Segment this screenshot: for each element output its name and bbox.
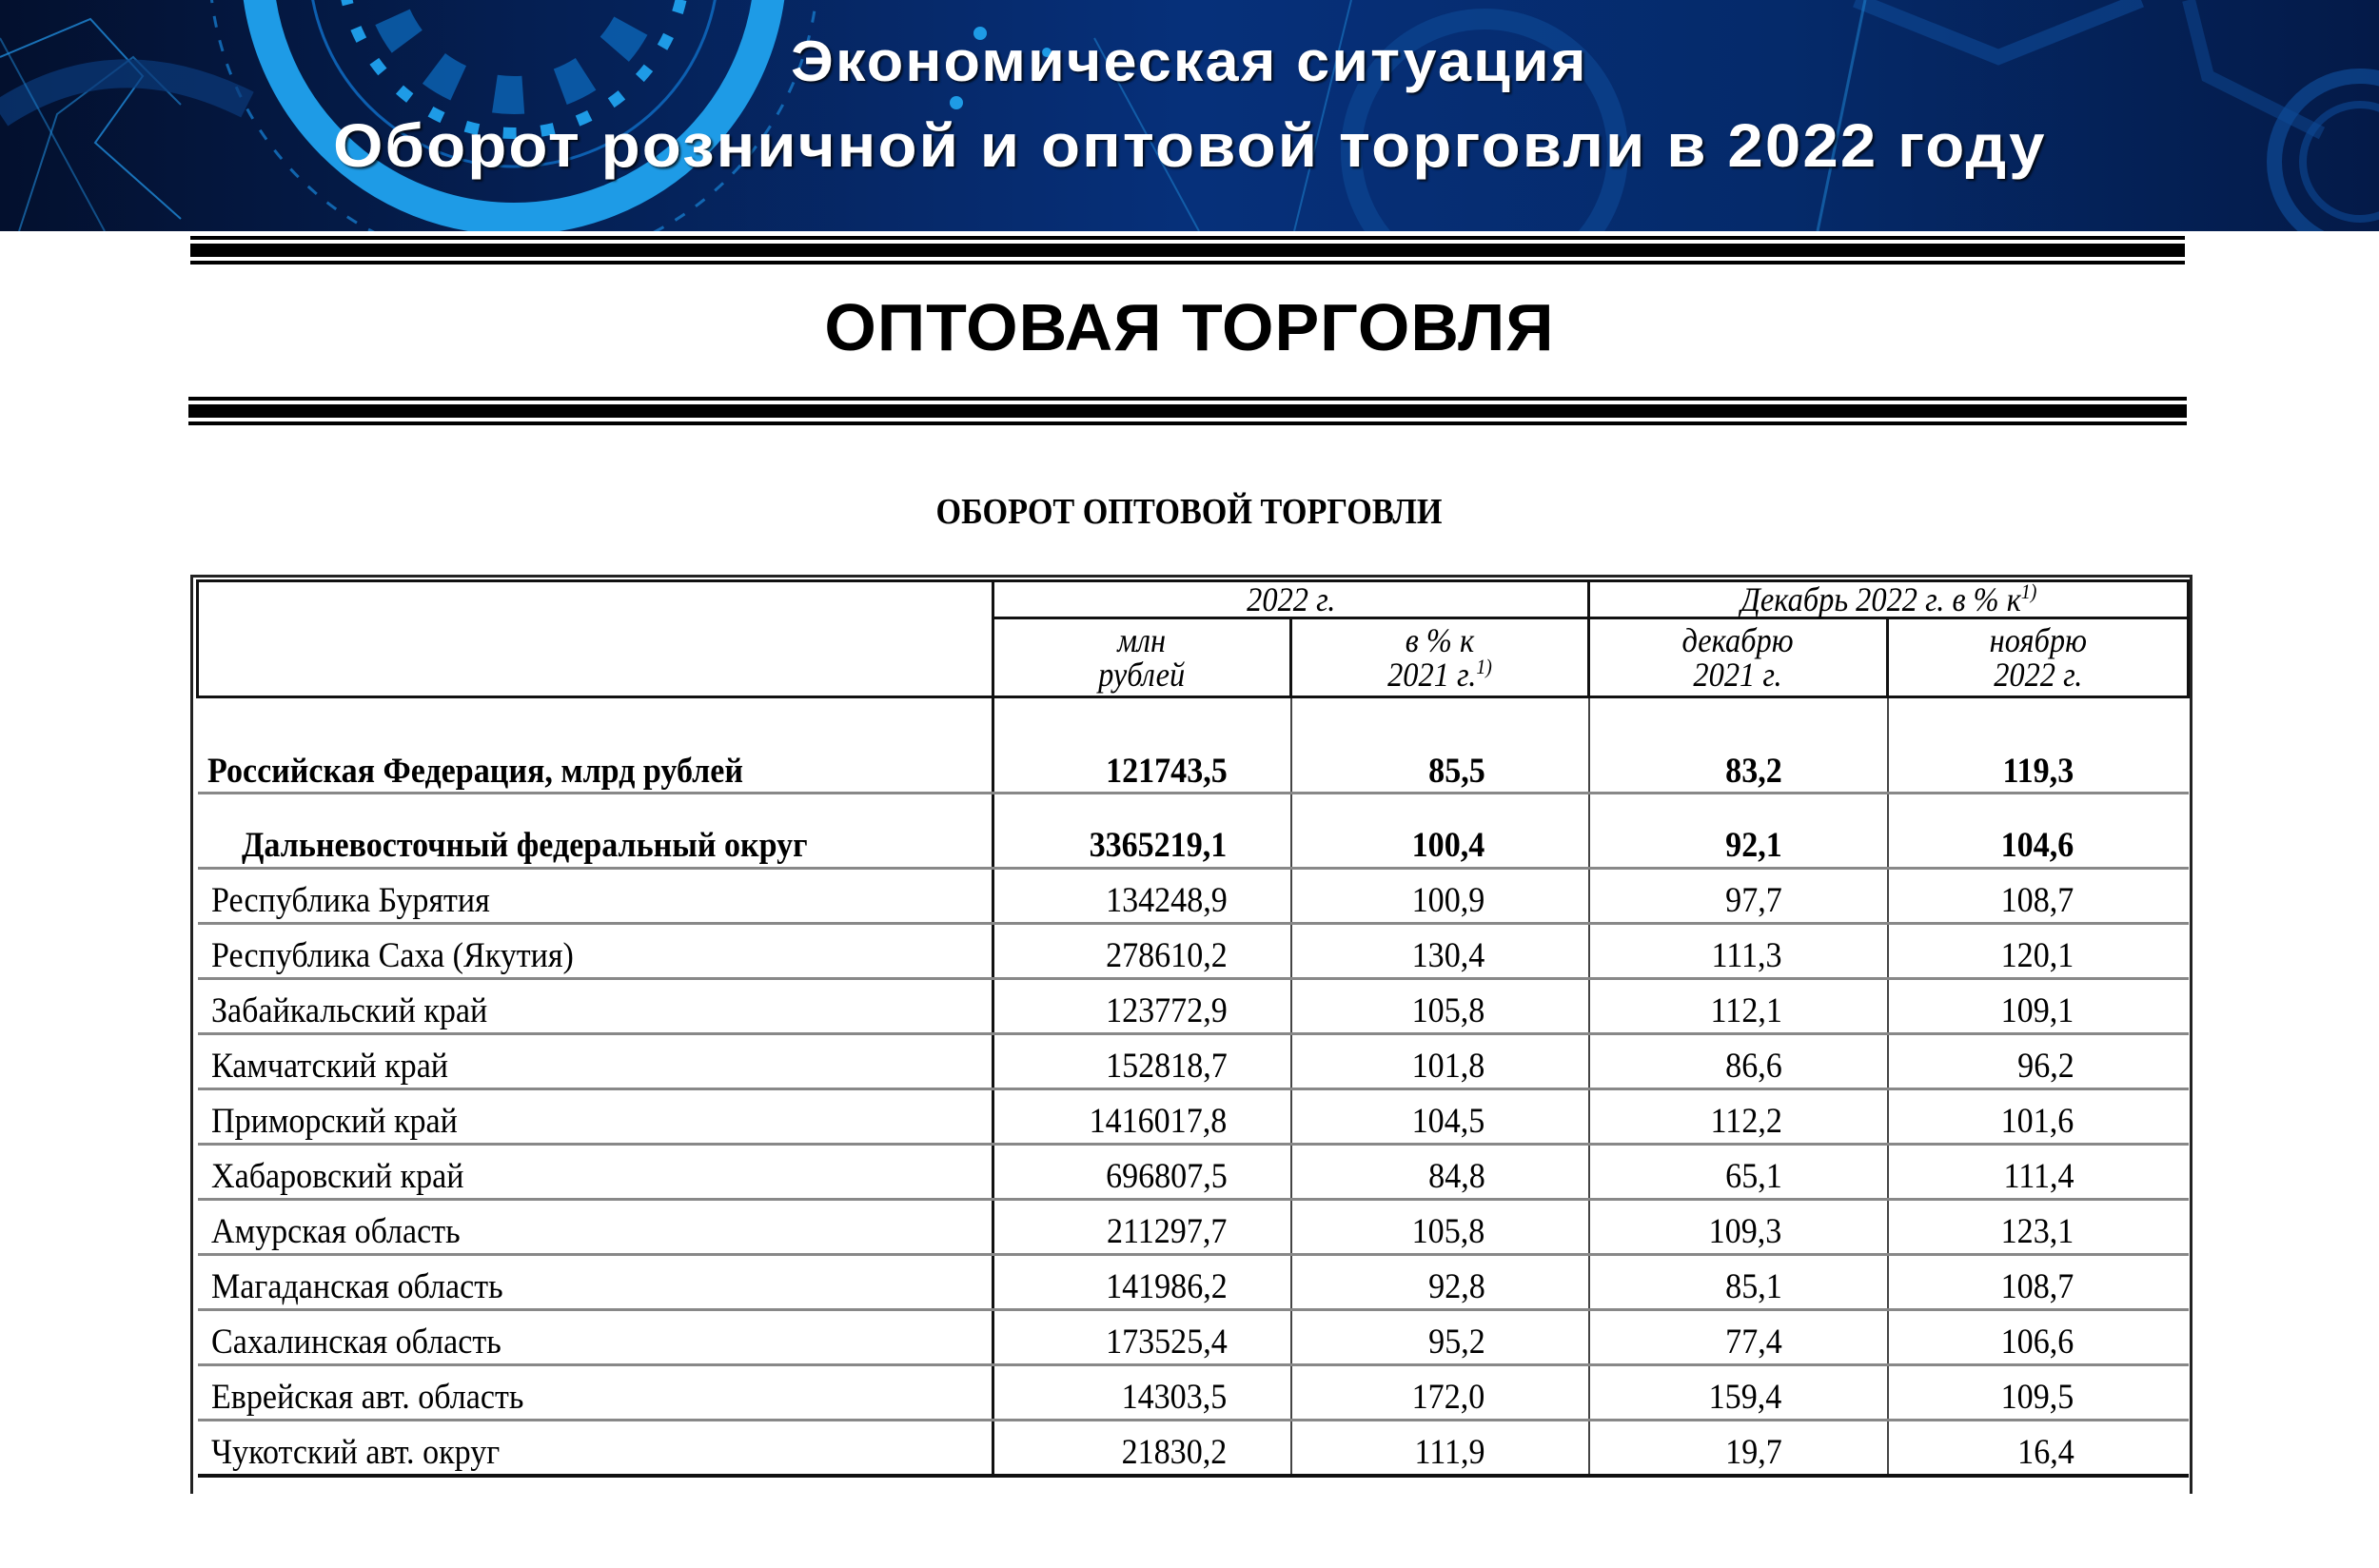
region-name: Дальневосточный федеральный округ xyxy=(241,826,808,865)
table-row xyxy=(198,1200,2189,1255)
header-banner xyxy=(0,0,2379,231)
pct-2021: 172,0 xyxy=(1411,1378,1485,1417)
table-row xyxy=(198,1145,2189,1200)
table-title-text: ОБОРОТ ОПТОВОЙ ТОРГОВЛИ xyxy=(936,492,1443,532)
footnote-marker: 1) xyxy=(1476,655,1492,678)
header-group-december-label: Декабрь 2022 г. в % к xyxy=(1740,580,2021,618)
header-mln-rub xyxy=(993,618,1291,697)
value-mln-rub-cell xyxy=(993,1089,1291,1145)
pct-dec-2021: 159,4 xyxy=(1708,1378,1782,1417)
value-mln-rub: 134248,9 xyxy=(1105,881,1228,920)
pct-2021-cell xyxy=(1291,1255,1589,1310)
region-name: Приморский край xyxy=(210,1102,458,1141)
pct-2021-cell xyxy=(1291,794,1589,869)
pct-2021-cell xyxy=(1291,1310,1589,1365)
table-body xyxy=(198,697,2189,1477)
pct-2021-cell xyxy=(1291,869,1589,924)
pct-dec-2021: 65,1 xyxy=(1724,1157,1782,1196)
value-mln-rub: 278610,2 xyxy=(1105,936,1228,975)
value-mln-rub: 152818,7 xyxy=(1105,1047,1228,1086)
pct-2021: 95,2 xyxy=(1427,1323,1485,1362)
pct-nov-2022-cell xyxy=(1888,1200,2189,1255)
header-pct-2021 xyxy=(1291,618,1589,697)
pct-dec-2021: 86,6 xyxy=(1724,1047,1782,1086)
pct-dec-2021: 112,2 xyxy=(1710,1102,1782,1141)
wholesale-turnover-table xyxy=(196,579,2190,1478)
value-mln-rub-cell xyxy=(993,697,1291,794)
pct-dec-2021: 83,2 xyxy=(1724,752,1782,791)
region-name-cell xyxy=(198,1421,993,1477)
pct-2021: 100,4 xyxy=(1411,826,1485,865)
region-name-cell xyxy=(198,979,993,1034)
pct-2021: 85,5 xyxy=(1427,752,1485,791)
banner-title-line1 xyxy=(0,29,2379,94)
header-dec-2021 xyxy=(1589,618,1888,697)
region-name: Республика Бурятия xyxy=(210,881,490,920)
pct-nov-2022-cell xyxy=(1888,1365,2189,1421)
value-mln-rub-cell xyxy=(993,1034,1291,1089)
value-mln-rub-cell xyxy=(993,869,1291,924)
region-name: Магаданская область xyxy=(210,1267,503,1306)
pct-2021: 92,8 xyxy=(1427,1267,1485,1306)
pct-nov-2022-cell xyxy=(1888,794,2189,869)
table-row xyxy=(198,697,2189,794)
pct-2021: 104,5 xyxy=(1411,1102,1485,1141)
header-nov-2022 xyxy=(1888,618,2189,697)
region-name-cell xyxy=(198,1089,993,1145)
pct-dec-2021-cell xyxy=(1589,1089,1888,1145)
table-row xyxy=(198,1089,2189,1145)
pct-nov-2022-cell xyxy=(1888,1310,2189,1365)
region-name: Камчатский край xyxy=(210,1047,448,1086)
pct-nov-2022-cell xyxy=(1888,979,2189,1034)
pct-2021-cell xyxy=(1291,924,1589,979)
value-mln-rub-cell xyxy=(993,1421,1291,1477)
value-mln-rub: 14303,5 xyxy=(1121,1378,1228,1417)
pct-nov-2022: 119,3 xyxy=(2002,752,2074,791)
header-dec-2021-line1: декабрю xyxy=(1681,621,1795,659)
value-mln-rub-cell xyxy=(993,924,1291,979)
header-pct-2021-line2: 2021 г. xyxy=(1387,656,1477,694)
pct-dec-2021: 112,1 xyxy=(1710,991,1782,1030)
pct-dec-2021-cell xyxy=(1589,1365,1888,1421)
pct-nov-2022: 111,4 xyxy=(2003,1157,2074,1196)
pct-dec-2021-cell xyxy=(1589,1255,1888,1310)
header-nov-2022-line1: ноябрю xyxy=(1989,621,2087,659)
pct-nov-2022: 123,1 xyxy=(2000,1212,2074,1251)
region-name: Российская Федерация, млрд рублей xyxy=(206,752,743,791)
pct-2021-cell xyxy=(1291,1145,1589,1200)
pct-2021-cell xyxy=(1291,979,1589,1034)
pct-2021: 105,8 xyxy=(1411,1212,1485,1251)
pct-dec-2021-cell xyxy=(1589,979,1888,1034)
header-group-year-label: 2022 г. xyxy=(1246,580,1336,618)
pct-dec-2021-cell xyxy=(1589,1200,1888,1255)
pct-dec-2021: 97,7 xyxy=(1724,881,1782,920)
banner-title-line2 xyxy=(0,110,2379,181)
footnote-marker: 1) xyxy=(2020,579,2037,603)
table-row xyxy=(198,1310,2189,1365)
pct-nov-2022-cell xyxy=(1888,697,2189,794)
table-row xyxy=(198,1421,2189,1477)
pct-2021-cell xyxy=(1291,1200,1589,1255)
pct-2021: 111,9 xyxy=(1414,1433,1485,1472)
section-heading: ОПТОВАЯ ТОРГОВЛЯ xyxy=(824,290,1555,364)
pct-nov-2022: 106,6 xyxy=(2000,1323,2074,1362)
table-row xyxy=(198,869,2189,924)
table-row xyxy=(198,1255,2189,1310)
header-pct-2021-line1: в % к xyxy=(1405,621,1475,659)
table-row xyxy=(198,794,2189,869)
region-name: Амурская область xyxy=(210,1212,461,1251)
region-name-cell xyxy=(198,1200,993,1255)
value-mln-rub-cell xyxy=(993,1255,1291,1310)
region-name: Республика Саха (Якутия) xyxy=(210,936,574,975)
pct-dec-2021: 109,3 xyxy=(1708,1212,1782,1251)
pct-nov-2022-cell xyxy=(1888,1255,2189,1310)
pct-dec-2021-cell xyxy=(1589,697,1888,794)
pct-dec-2021-cell xyxy=(1589,1310,1888,1365)
pct-dec-2021-cell xyxy=(1589,869,1888,924)
region-name-cell xyxy=(198,794,993,869)
value-mln-rub-cell xyxy=(993,1200,1291,1255)
region-name-cell xyxy=(198,1365,993,1421)
value-mln-rub-cell xyxy=(993,979,1291,1034)
pct-2021-cell xyxy=(1291,1365,1589,1421)
value-mln-rub: 123772,9 xyxy=(1105,991,1228,1030)
region-name-cell xyxy=(198,1310,993,1365)
value-mln-rub: 1416017,8 xyxy=(1089,1102,1228,1141)
header-nov-2022-line2: 2022 г. xyxy=(1993,656,2083,694)
table-row xyxy=(198,924,2189,979)
pct-2021-cell xyxy=(1291,1089,1589,1145)
pct-2021: 84,8 xyxy=(1427,1157,1485,1196)
value-mln-rub-cell xyxy=(993,1365,1291,1421)
value-mln-rub: 211297,7 xyxy=(1107,1212,1228,1251)
pct-nov-2022: 96,2 xyxy=(2016,1047,2074,1086)
table-row xyxy=(198,1034,2189,1089)
pct-nov-2022: 108,7 xyxy=(2000,881,2074,920)
header-dec-2021-line2: 2021 г. xyxy=(1693,656,1783,694)
pct-nov-2022-cell xyxy=(1888,1421,2189,1477)
value-mln-rub-cell xyxy=(993,794,1291,869)
pct-dec-2021: 92,1 xyxy=(1724,826,1782,865)
pct-nov-2022: 101,6 xyxy=(2000,1102,2074,1141)
pct-2021-cell xyxy=(1291,1034,1589,1089)
header-mln-rub-line2: рублей xyxy=(1098,656,1186,694)
value-mln-rub: 21830,2 xyxy=(1121,1433,1228,1472)
value-mln-rub: 173525,4 xyxy=(1105,1323,1228,1362)
pct-2021-cell xyxy=(1291,1421,1589,1477)
header-mln-rub-line1: млн xyxy=(1117,621,1167,659)
pct-nov-2022-cell xyxy=(1888,924,2189,979)
pct-nov-2022: 120,1 xyxy=(2000,936,2074,975)
pct-nov-2022: 16,4 xyxy=(2016,1433,2074,1472)
pct-2021: 100,9 xyxy=(1411,881,1485,920)
region-name-cell xyxy=(198,1034,993,1089)
pct-dec-2021: 111,3 xyxy=(1711,936,1782,975)
value-mln-rub: 121743,5 xyxy=(1105,752,1228,791)
pct-2021: 105,8 xyxy=(1411,991,1485,1030)
banner-title-line2-text: Оборот розничной и оптовой торговли в 2022 году xyxy=(332,111,2047,180)
pct-dec-2021: 85,1 xyxy=(1724,1267,1782,1306)
pct-dec-2021-cell xyxy=(1589,1034,1888,1089)
header-group-december xyxy=(1589,581,2189,618)
table-header-row-groups xyxy=(198,581,2189,618)
pct-2021: 130,4 xyxy=(1411,936,1485,975)
pct-nov-2022: 109,5 xyxy=(2000,1378,2074,1417)
pct-dec-2021-cell xyxy=(1589,924,1888,979)
pct-nov-2022-cell xyxy=(1888,1034,2189,1089)
table-row xyxy=(198,979,2189,1034)
pct-dec-2021-cell xyxy=(1589,794,1888,869)
pct-nov-2022: 104,6 xyxy=(2000,826,2074,865)
value-mln-rub-cell xyxy=(993,1310,1291,1365)
pct-2021: 101,8 xyxy=(1411,1047,1485,1086)
region-name: Еврейская авт. область xyxy=(210,1378,523,1417)
triple-rule-bottom xyxy=(188,397,2187,425)
pct-nov-2022-cell xyxy=(1888,1145,2189,1200)
pct-dec-2021-cell xyxy=(1589,1421,1888,1477)
value-mln-rub: 3365219,1 xyxy=(1089,826,1228,865)
table-title xyxy=(0,491,2379,533)
pct-dec-2021: 19,7 xyxy=(1724,1433,1782,1472)
region-name: Хабаровский край xyxy=(210,1157,464,1196)
pct-2021-cell xyxy=(1291,697,1589,794)
value-mln-rub: 696807,5 xyxy=(1105,1157,1228,1196)
value-mln-rub-cell xyxy=(993,1145,1291,1200)
header-group-year xyxy=(993,581,1589,618)
pct-nov-2022-cell xyxy=(1888,1089,2189,1145)
region-name: Чукотский авт. округ xyxy=(210,1433,500,1472)
region-name: Сахалинская область xyxy=(210,1323,501,1362)
region-name-cell xyxy=(198,697,993,794)
pct-nov-2022: 108,7 xyxy=(2000,1267,2074,1306)
region-name-cell xyxy=(198,869,993,924)
region-name-cell xyxy=(198,1255,993,1310)
pct-nov-2022: 109,1 xyxy=(2000,991,2074,1030)
banner-title-line1-text: Экономическая ситуация xyxy=(791,29,1588,93)
pct-dec-2021-cell xyxy=(1589,1145,1888,1200)
value-mln-rub: 141986,2 xyxy=(1105,1267,1228,1306)
table-row xyxy=(198,1365,2189,1421)
region-name-cell xyxy=(198,924,993,979)
region-name-cell xyxy=(198,1145,993,1200)
pct-dec-2021: 77,4 xyxy=(1724,1323,1782,1362)
region-name: Забайкальский край xyxy=(210,991,487,1030)
pct-nov-2022-cell xyxy=(1888,869,2189,924)
header-region-cell xyxy=(198,581,993,697)
triple-rule-top xyxy=(190,236,2185,265)
